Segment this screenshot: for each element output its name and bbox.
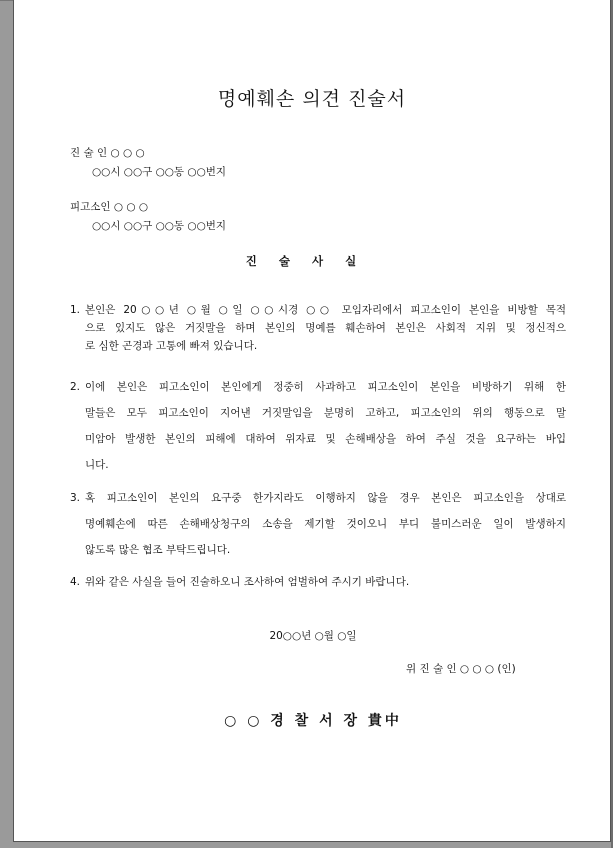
paragraph-number: 3. — [70, 492, 81, 504]
paragraph-2 — [70, 379, 566, 483]
document-page — [13, 0, 611, 842]
paragraph-line: 혹 피고소인이 본인의 요구중 한가지라도 이행하지 않을 경우 본인은 피고소인을 상대로 — [85, 492, 566, 504]
section-title: 진술사실 — [245, 254, 379, 268]
signer-line: 위 진 술 인 ○ ○ ○ (인) — [406, 663, 516, 675]
paragraph-4 — [70, 574, 566, 600]
addressee: ○ ○ 경 찰 서 장 貴中 — [224, 713, 402, 729]
paragraph-line: 으로 있지도 않은 거짓말을 하며 본인의 명예를 훼손하여 본인은 사회적 지위 및 정신적으 — [85, 322, 566, 334]
paragraph-3 — [70, 490, 566, 568]
accused-person-address: ○○시 ○○구 ○○동 ○○번지 — [92, 220, 227, 232]
paragraph-line: 로 심한 곤경과 고통에 빠져 있습니다. — [85, 340, 258, 352]
paragraph-line: 위와 같은 사실을 들어 진술하오니 조사하여 엄벌하여 주시기 바랍니다. — [85, 576, 410, 588]
accused-person-label: 피고소인 ○ ○ ○ — [70, 201, 149, 213]
paragraph-line: 명예훼손에 따른 손해배상청구의 소송을 제기할 것이오니 부디 불미스러운 일이 발생하지 — [85, 518, 566, 530]
paragraph-line: 미암아 발생한 본인의 피해에 대하여 위자료 및 손해배상을 하여 주실 것을 요구하는 바입 — [85, 433, 566, 445]
paragraph-line: 본인은 20○○년 ○월 ○일 ○○시경 ○○ 모임자리에서 피고소인이 본인을 비방할 목적 — [85, 304, 566, 316]
paragraph-line: 이에 본인은 피고소인이 본인에게 정중히 사과하고 피고소인이 본인을 비방하기 위해 한 — [85, 381, 566, 393]
paragraph-1 — [70, 302, 566, 356]
paragraph-number: 1. — [70, 304, 81, 316]
paragraph-line: 않도록 많은 협조 부탁드립니다. — [85, 544, 231, 556]
statement-person-label: 진 술 인 ○ ○ ○ — [70, 147, 145, 159]
paragraph-line: 말들은 모두 피고소인이 지어낸 거짓말임을 분명히 고하고, 피고소인의 위의 행동으로 말 — [85, 407, 566, 419]
paragraph-line: 니다. — [85, 459, 109, 471]
document-date: 20○○년 ○월 ○일 — [269, 630, 357, 642]
paragraph-number: 4. — [70, 576, 81, 588]
statement-person-address: ○○시 ○○구 ○○동 ○○번지 — [92, 166, 227, 178]
paragraph-number: 2. — [70, 381, 81, 393]
document-title: 명예훼손 의견 진술서 — [217, 88, 407, 110]
